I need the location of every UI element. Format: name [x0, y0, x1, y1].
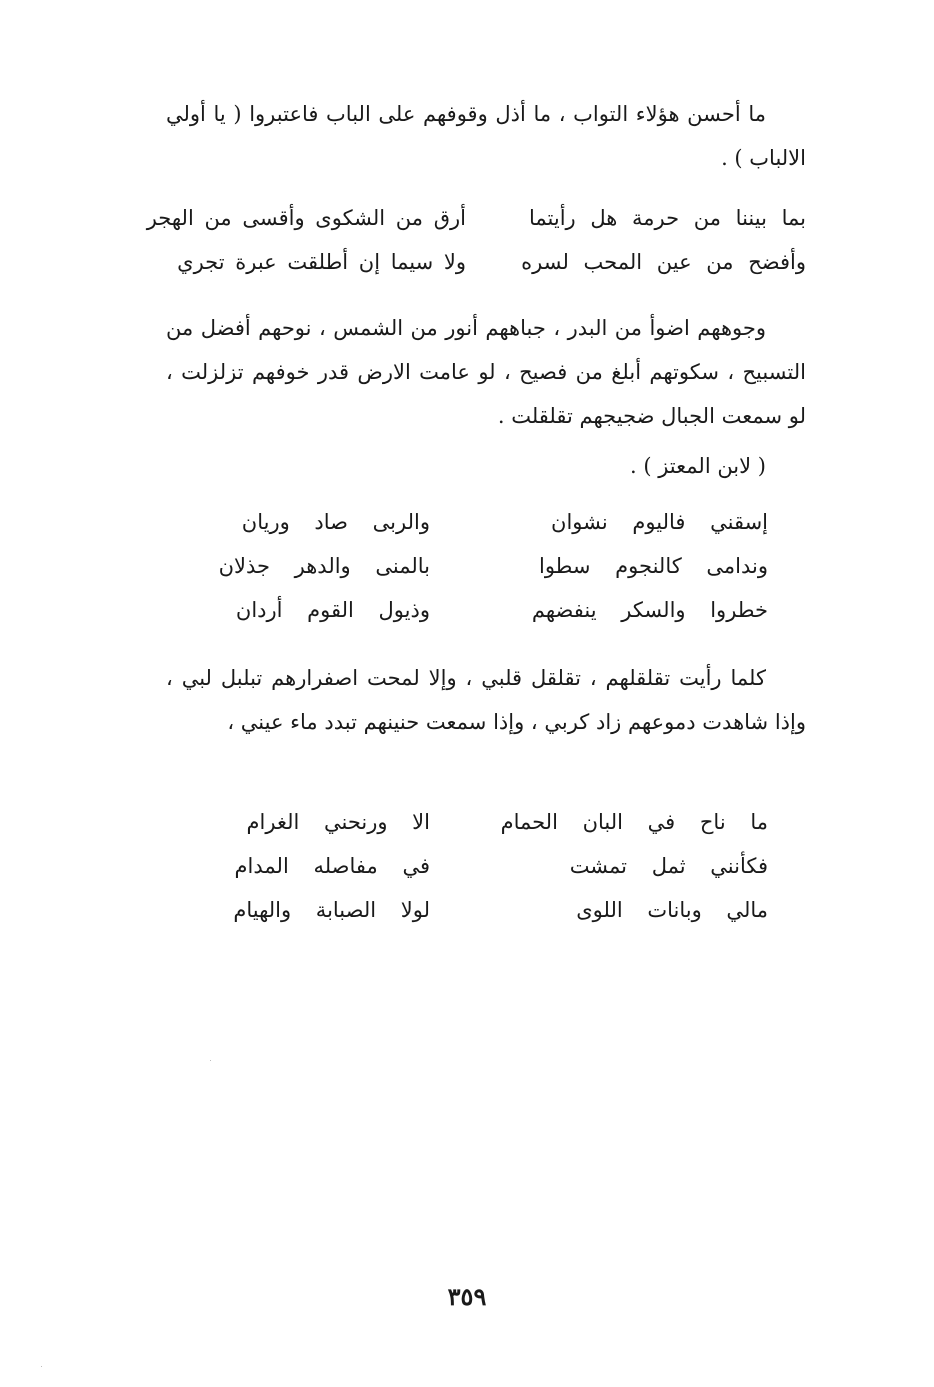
paragraph-1: ما أحسن هؤلاء التواب ، ما أذل وقوفهم على الباب فاعتبروا ( يا أولي الالباب ) .	[166, 102, 806, 170]
verse-1-1-second: أرق من الشكوى وأقسى من الهجر	[146, 206, 466, 230]
verse-3-2-second: في مفاصله المدام	[234, 854, 430, 878]
verse-3-1-second: الا ورنحني الغرام	[246, 810, 430, 834]
verse-2-1-first: إسقني فاليوم نشوان	[551, 510, 768, 534]
attribution: ( لابن المعتز ) .	[630, 454, 766, 478]
page-number: ٣٥٩	[447, 1282, 487, 1311]
verse-3-3-first: مالي وبانات اللوى	[576, 898, 768, 922]
verses-block-2	[168, 500, 768, 632]
verse-1-2-second: ولا سيما إن أطلقت عبرة تجري	[177, 250, 466, 274]
paragraph-2: وجوههم اضوأ من البدر ، جباههم أنور من الشمس ، نوحهم أفضل من التسبيح ، سكوتهم أبلغ من فصيح ، لو عامت الارض قدر خوفهم تزلزلت ، لو سمعت الجبال ضجيجهم تقلقلت .	[166, 316, 806, 428]
verse-2-2-first: وندامى كالنجوم سطوا	[539, 554, 768, 578]
verse-3-1-first: ما ناح في البان الحمام	[500, 810, 768, 834]
verse-1-1-first: بما بيننا من حرمة هل رأيتما	[529, 206, 806, 230]
scan-speck	[41, 1366, 42, 1367]
verses-block-3	[168, 800, 768, 932]
scan-speck	[210, 1060, 211, 1061]
verse-2-2-second: بالمنى والدهر جذلان	[218, 554, 430, 578]
paragraph-3: كلما رأيت تقلقلهم ، تقلقل قلبي ، وإلا لمحت اصفرارهم تبلبل لبي ، وإذا شاهدت دموعهم زاد كربي ، وإذا سمعت حنينهم تبدد ماء عيني ،	[166, 666, 806, 734]
verse-2-1-second: والربى صاد وريان	[241, 510, 430, 534]
verse-3-3-second: لولا الصبابة والهيام	[233, 898, 430, 922]
verse-2-3-first: خطروا والسكر ينفضهم	[531, 598, 768, 622]
verse-3-2-first: فكأنني ثمل تمشت	[569, 854, 768, 878]
verses-block-1	[146, 196, 806, 284]
verse-2-3-second: وذيول القوم أردان	[235, 598, 430, 622]
verse-1-2-first: وأفضح من عين المحب لسره	[521, 250, 806, 274]
